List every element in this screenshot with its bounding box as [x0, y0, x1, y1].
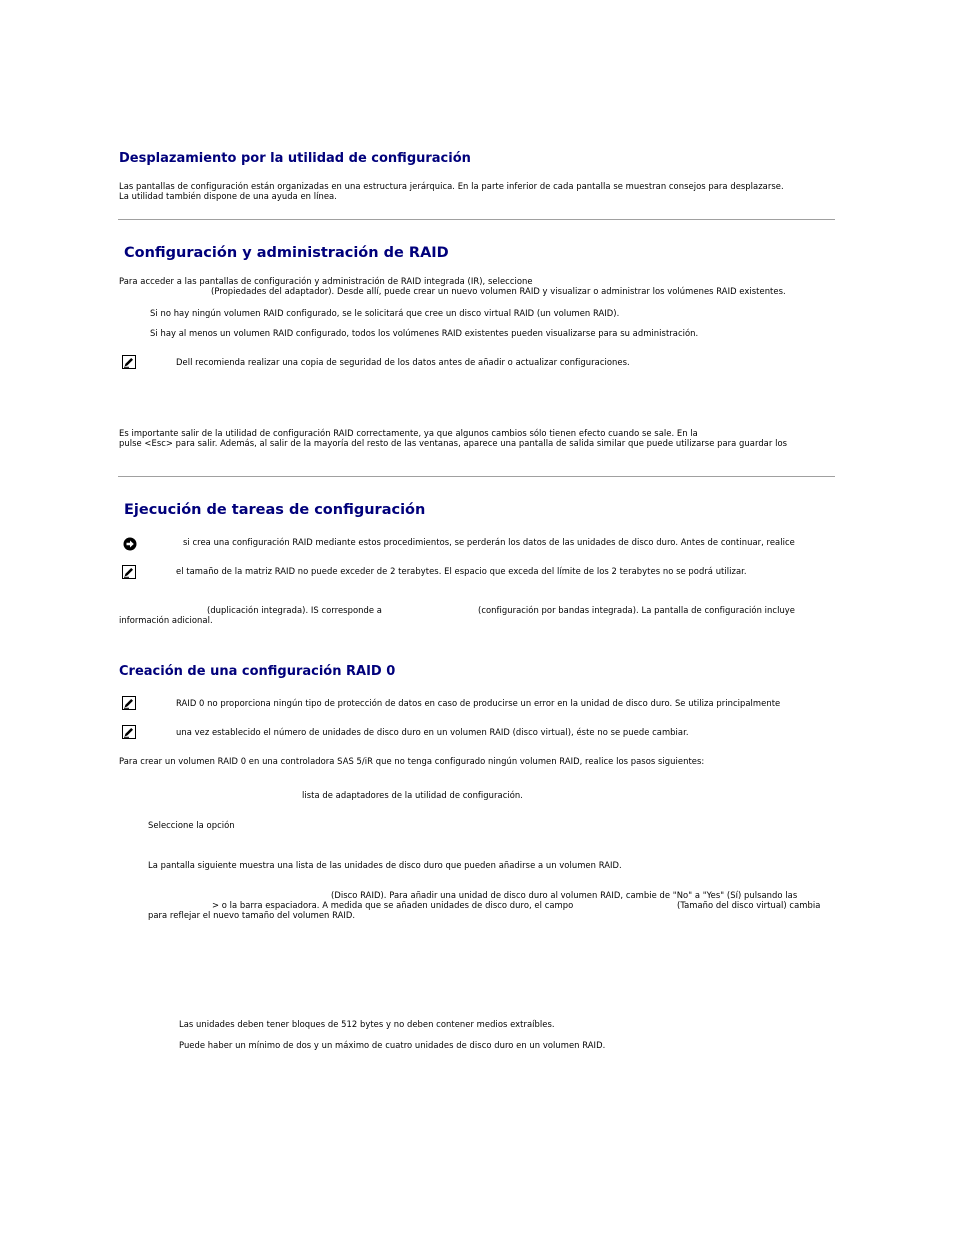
raid0-step-4-line-1: (Disco RAID). Para añadir una unidad de disco duro al volumen RAID, cambie de "No" a "Yes" (Sí) pulsando las — [331, 890, 798, 900]
note-pencil-icon — [122, 725, 136, 739]
tasks-line-1-a: (duplicación integrada). IS corresponde a — [207, 605, 382, 615]
note-pencil-icon — [122, 696, 136, 710]
list-item: Si hay al menos un volumen RAID configurado, todos los volúmenes RAID existentes pueden visualizarse para su administración. — [150, 328, 699, 338]
note-pencil-icon — [122, 565, 136, 579]
list-item: Puede haber un mínimo de dos y un máximo de cuatro unidades de disco duro en un volumen RAID. — [179, 1040, 606, 1050]
notice-arrow-icon — [123, 537, 137, 551]
tasks-line-1-b: (configuración por bandas integrada). La pantalla de configuración incluye — [478, 605, 796, 615]
raid0-step-3: La pantalla siguiente muestra una lista de las unidades de disco duro que pueden añadirse a un volumen RAID. — [148, 860, 622, 870]
heading-config-tasks: Ejecución de tareas de configuración — [124, 502, 426, 518]
raid0-step-4-line-3: para reflejar el nuevo tamaño del volumen RAID. — [148, 910, 356, 920]
section-divider — [118, 476, 835, 477]
tasks-note-text: el tamaño de la matriz RAID no puede exceder de 2 terabytes. El espacio que exceda del límite de los 2 terabytes no se podrá utilizar. — [176, 566, 747, 576]
raid-note-text: Dell recomienda realizar una copia de seguridad de los datos antes de añadir o actualizar configuraciones. — [176, 357, 630, 367]
raid0-note-2: una vez establecido el número de unidades de disco duro en un volumen RAID (disco virtual), éste no se puede cambiar. — [176, 727, 689, 737]
tasks-line-2: información adicional. — [119, 615, 213, 625]
heading-raid0: Creación de una configuración RAID 0 — [119, 664, 396, 679]
raid-exit-line-2: pulse <Esc> para salir. Además, al salir de la mayoría del resto de las ventanas, aparece una pantalla de salida similar que puede utilizarse para guardar los — [119, 438, 788, 448]
raid0-step-2: Seleccione la opción — [148, 820, 235, 830]
heading-navigation: Desplazamiento por la utilidad de configuración — [119, 151, 471, 166]
raid-exit-line-1: Es importante salir de la utilidad de configuración RAID correctamente, ya que algunos cambios sólo tienen efecto cuando se sale. En la — [119, 428, 698, 438]
raid-intro-line-2: (Propiedades del adaptador). Desde allí, puede crear un nuevo volumen RAID y visualizar o administrar los volúmenes RAID existentes. — [211, 286, 786, 296]
list-item: Si no hay ningún volumen RAID configurado, se le solicitará que cree un disco virtual RAID (un volumen RAID). — [150, 308, 620, 318]
heading-raid-config: Configuración y administración de RAID — [124, 245, 449, 261]
tasks-notice-text: si crea una configuración RAID mediante estos procedimientos, se perderán los datos de las unidades de disco duro. Antes de continuar, realice — [183, 537, 795, 547]
raid0-note-1: RAID 0 no proporciona ningún tipo de protección de datos en caso de producirse un error en la unidad de disco duro. Se utiliza principalmente — [176, 698, 781, 708]
nav-paragraph-line-1: Las pantallas de configuración están organizadas en una estructura jerárquica. En la parte inferior de cada pantalla se muestran consejos para desplazarse. — [119, 181, 784, 191]
section-divider — [118, 219, 835, 220]
raid0-intro: Para crear un volumen RAID 0 en una controladora SAS 5/iR que no tenga configurado ningún volumen RAID, realice los pasos siguientes: — [119, 756, 705, 766]
raid0-step-4-line-2a: > o la barra espaciadora. A medida que se añaden unidades de disco duro, el campo — [212, 900, 574, 910]
raid-intro-line-1: Para acceder a las pantallas de configuración y administración de RAID integrada (IR), seleccione — [119, 276, 533, 286]
note-pencil-icon — [122, 355, 136, 369]
raid0-step-1: lista de adaptadores de la utilidad de configuración. — [302, 790, 523, 800]
raid0-step-4-line-2b: (Tamaño del disco virtual) cambia — [677, 900, 821, 910]
list-item: Las unidades deben tener bloques de 512 bytes y no deben contener medios extraíbles. — [179, 1019, 555, 1029]
nav-paragraph-line-2: La utilidad también dispone de una ayuda en línea. — [119, 191, 337, 201]
